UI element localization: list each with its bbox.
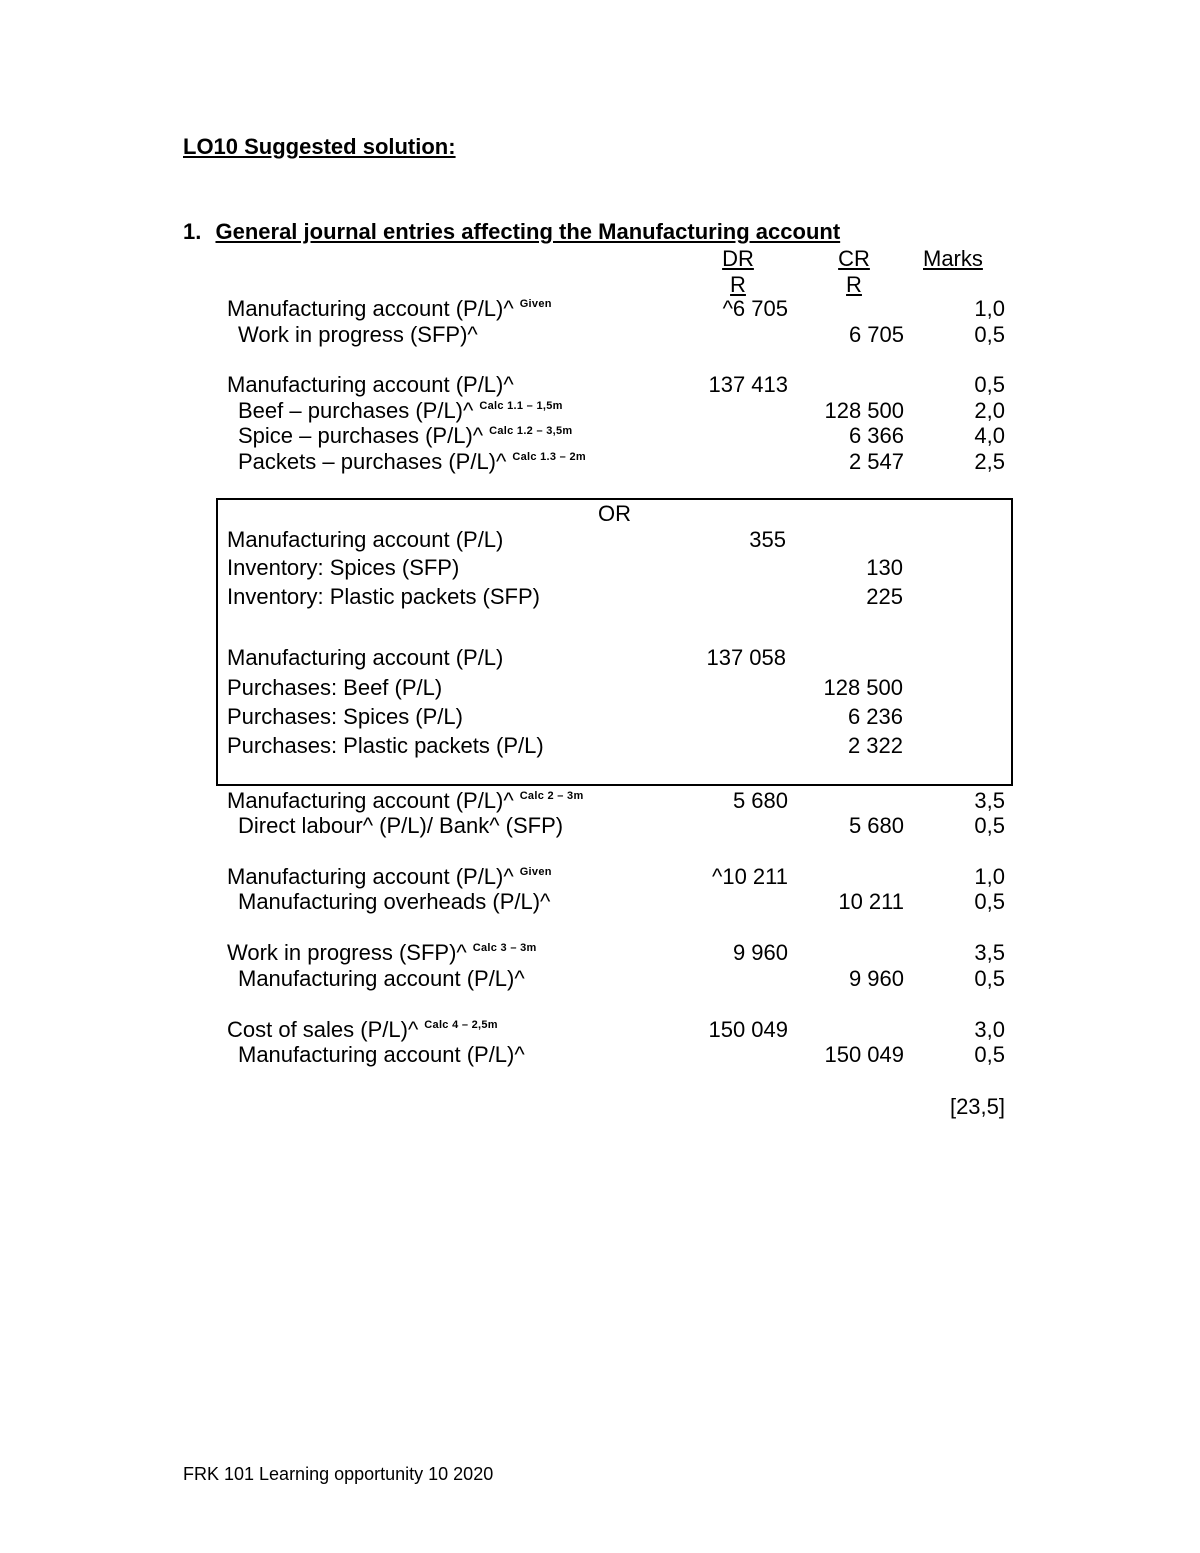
alt-cr: 128 500 [823, 675, 903, 700]
entry-account: Work in progress (SFP)^ [238, 322, 478, 347]
entry-cr: 150 049 [824, 1042, 904, 1067]
alt-account: Purchases: Plastic packets (P/L) [227, 733, 544, 758]
entry-marks: 3,5 [974, 940, 1005, 965]
entry-marks: 0,5 [974, 1042, 1005, 1067]
alt-account: Manufacturing account (P/L) [227, 527, 504, 552]
entry-cr: 2 547 [848, 449, 904, 474]
section-number: 1. [183, 219, 202, 244]
entry-account: Manufacturing account (P/L)^ [227, 372, 514, 397]
alt-account: Inventory: Spices (SFP) [227, 555, 460, 580]
entry-account: Manufacturing account (P/L)^ [238, 966, 525, 991]
entry-note: Given [519, 298, 552, 310]
marks-header: Marks [923, 246, 983, 271]
alt-cr: 130 [866, 555, 903, 580]
entry-cr: 128 500 [824, 398, 904, 423]
entry-account: Manufacturing account (P/L)^ [238, 1042, 525, 1067]
entry-dr: ^6 705 [722, 296, 788, 321]
alt-account: Purchases: Beef (P/L) [227, 675, 443, 700]
dr-unit-header: R [730, 272, 746, 297]
entry-marks: 0,5 [974, 966, 1005, 991]
page-footer: FRK 101 Learning opportunity 10 2020 [183, 1464, 494, 1484]
entry-dr: 9 960 [732, 940, 788, 965]
entry-marks: 3,5 [974, 788, 1005, 813]
entry-marks: 0,5 [974, 322, 1005, 347]
entry-account: Direct labour^ (P/L)/ Bank^ (SFP) [238, 813, 564, 838]
entry-marks: 3,0 [974, 1017, 1005, 1042]
entry-marks: 0,5 [974, 813, 1005, 838]
entry-cr: 10 211 [838, 889, 904, 914]
total-marks: [23,5] [949, 1094, 1005, 1119]
entry-account: Spice – purchases (P/L)^ $^{Calc 1.2 - 3,5m}$ [238, 423, 573, 448]
alt-cr: 2 322 [847, 733, 903, 758]
alt-account: Inventory: Plastic packets (SFP) [227, 584, 540, 609]
entry-account: Beef – purchases (P/L)^ $^{Calc 1.1 - 1,5m}$ [238, 398, 563, 423]
cr-unit-header: R [846, 272, 862, 297]
entry-note: Calc 2 – 3m [519, 790, 584, 802]
entry-marks: 1,0 [974, 864, 1005, 889]
section-title: General journal entries affecting the Manufacturing account [215, 219, 841, 244]
entry-account: Manufacturing account (P/L)^ $^{Given}$ [227, 296, 552, 321]
entry-dr: 150 049 [708, 1017, 788, 1042]
dr-header: DR [722, 246, 754, 271]
page-title: LO10 Suggested solution: [183, 134, 456, 159]
alt-dr: 137 058 [706, 645, 786, 670]
entry-cr: 6 366 [848, 423, 904, 448]
entry-marks: 1,0 [974, 296, 1005, 321]
entry-marks: 0,5 [974, 372, 1005, 397]
entry-cr: 6 705 [848, 322, 904, 347]
entry-account: Manufacturing account (P/L)^ $^{Calc 2 - 3m}$ [227, 788, 584, 813]
entry-note: Calc 3 – 3m [472, 942, 537, 954]
alt-account: Purchases: Spices (P/L) [227, 704, 463, 729]
alt-cr: 6 236 [847, 704, 903, 729]
entry-account: Manufacturing overheads (P/L)^ [238, 889, 551, 914]
entry-note: Calc 1.1 – 1,5m [479, 400, 563, 412]
entry-account: Packets – purchases (P/L)^ $^{Calc 1.3 - 2m}$ [238, 449, 586, 474]
entry-dr: 137 413 [708, 372, 788, 397]
entry-note: Calc 1.3 – 2m [512, 451, 586, 463]
section-heading [183, 219, 840, 245]
entry-account: Work in progress (SFP)^ $^{Calc 3 - 3m}$ [227, 940, 537, 965]
entry-note: Calc 4 – 2,5m [424, 1019, 498, 1031]
entry-marks: 4,0 [974, 423, 1005, 448]
entry-marks: 0,5 [974, 889, 1005, 914]
cr-header: CR [838, 246, 870, 271]
alt-account: Manufacturing account (P/L) [227, 645, 504, 670]
entry-note: Calc 1.2 – 3,5m [489, 425, 573, 437]
or-label: OR [598, 501, 631, 526]
entry-marks: 2,0 [974, 398, 1005, 423]
entry-account: Manufacturing account (P/L)^ $^{Given}$ [227, 864, 552, 889]
alt-cr: 225 [866, 584, 903, 609]
entry-note: Given [519, 866, 552, 878]
entry-cr: 9 960 [848, 966, 904, 991]
entry-cr: 5 680 [848, 813, 904, 838]
entry-account: Cost of sales (P/L)^ $^{Calc 4 - 2,5m}$ [227, 1017, 498, 1042]
entry-dr: ^10 211 [712, 864, 788, 889]
alt-dr: 355 [749, 527, 786, 552]
entry-dr: 5 680 [732, 788, 788, 813]
entry-marks: 2,5 [974, 449, 1005, 474]
